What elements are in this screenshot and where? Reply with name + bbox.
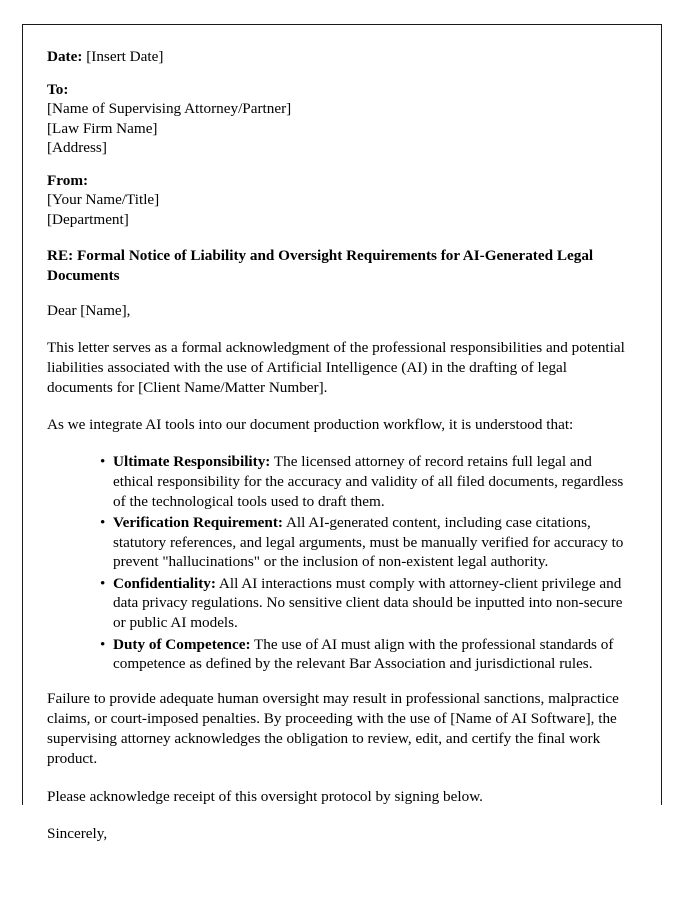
- to-line-firm: [Law Firm Name]: [47, 119, 158, 137]
- date-label: Date:: [47, 48, 83, 65]
- bullet-lead: Duty of Competence:: [113, 635, 251, 653]
- sender-block: [47, 171, 627, 230]
- date-value: [Insert Date]: [86, 48, 164, 65]
- date-line: [47, 47, 627, 67]
- list-item: [47, 513, 627, 572]
- subject-line: RE: Formal Notice of Liability and Oversight Requirements for AI-Generated Legal Documents: [47, 247, 594, 284]
- paragraph-consequences: Failure to provide adequate human oversight may result in professional sanctions, malpractice claims, or court-imposed penalties. By proceeding with the use of [Name of AI Software], the supervising attorney acknowledges the obligation to review, edit, and certify the final work product.: [47, 689, 619, 768]
- paragraph-intro: This letter serves as a formal acknowledgment of the professional responsibilities and potential liabilities associated with the use of Artificial Intelligence (AI) in the drafting of legal documents for [Client Name/Matter Number].: [47, 338, 625, 396]
- paragraph-list-intro: As we integrate AI tools into our document production workflow, it is understood that:: [47, 416, 574, 434]
- recipient-block: [47, 80, 627, 158]
- bullet-icon: •: [100, 514, 106, 532]
- list-item: [47, 635, 627, 674]
- obligations-list: [47, 452, 627, 674]
- from-line-name: [Your Name/Title]: [47, 191, 160, 208]
- bullet-icon: •: [100, 453, 106, 471]
- to-line-name: [Name of Supervising Attorney/Partner]: [47, 100, 292, 117]
- bullet-lead: Confidentiality:: [113, 574, 216, 592]
- bullet-icon: •: [100, 574, 106, 592]
- bullet-text: The licensed attorney of record retains full legal and ethical responsibility for the accuracy and validity of all filed documents, regardless of the technological tools used to draft them.: [113, 453, 624, 510]
- document-page: [22, 24, 662, 842]
- bullet-text: The use of AI must align with the professional standards of competence as defined by the relevant Bar Association and jurisdictional rules.: [113, 635, 614, 673]
- closing-line: Sincerely,: [47, 824, 108, 842]
- to-label: To:: [47, 80, 69, 98]
- bullet-text: All AI interactions must comply with attorney-client privilege and data privacy regulations. No sensitive client data should be inputted into non-secure or public AI models.: [113, 574, 623, 632]
- list-item: [47, 574, 627, 633]
- bullet-lead: Verification Requirement:: [113, 514, 283, 532]
- salutation: Dear [Name],: [47, 302, 131, 319]
- from-label: From:: [47, 171, 89, 189]
- bullet-icon: •: [100, 635, 106, 653]
- date-block: [47, 47, 627, 67]
- document-body: [23, 25, 661, 843]
- list-item: [47, 452, 627, 511]
- bullet-lead: Ultimate Responsibility:: [113, 453, 271, 471]
- from-line-department: [Department]: [47, 210, 129, 228]
- paragraph-acknowledgment: Please acknowledge receipt of this oversight protocol by signing below.: [47, 787, 483, 805]
- bullet-text: All AI-generated content, including case citations, statutory references, and legal arguments, must be manually verified for accuracy to prevent "hallucinations" or the inclusion of non-existent legal authority.: [113, 514, 624, 571]
- to-line-address: [Address]: [47, 139, 107, 156]
